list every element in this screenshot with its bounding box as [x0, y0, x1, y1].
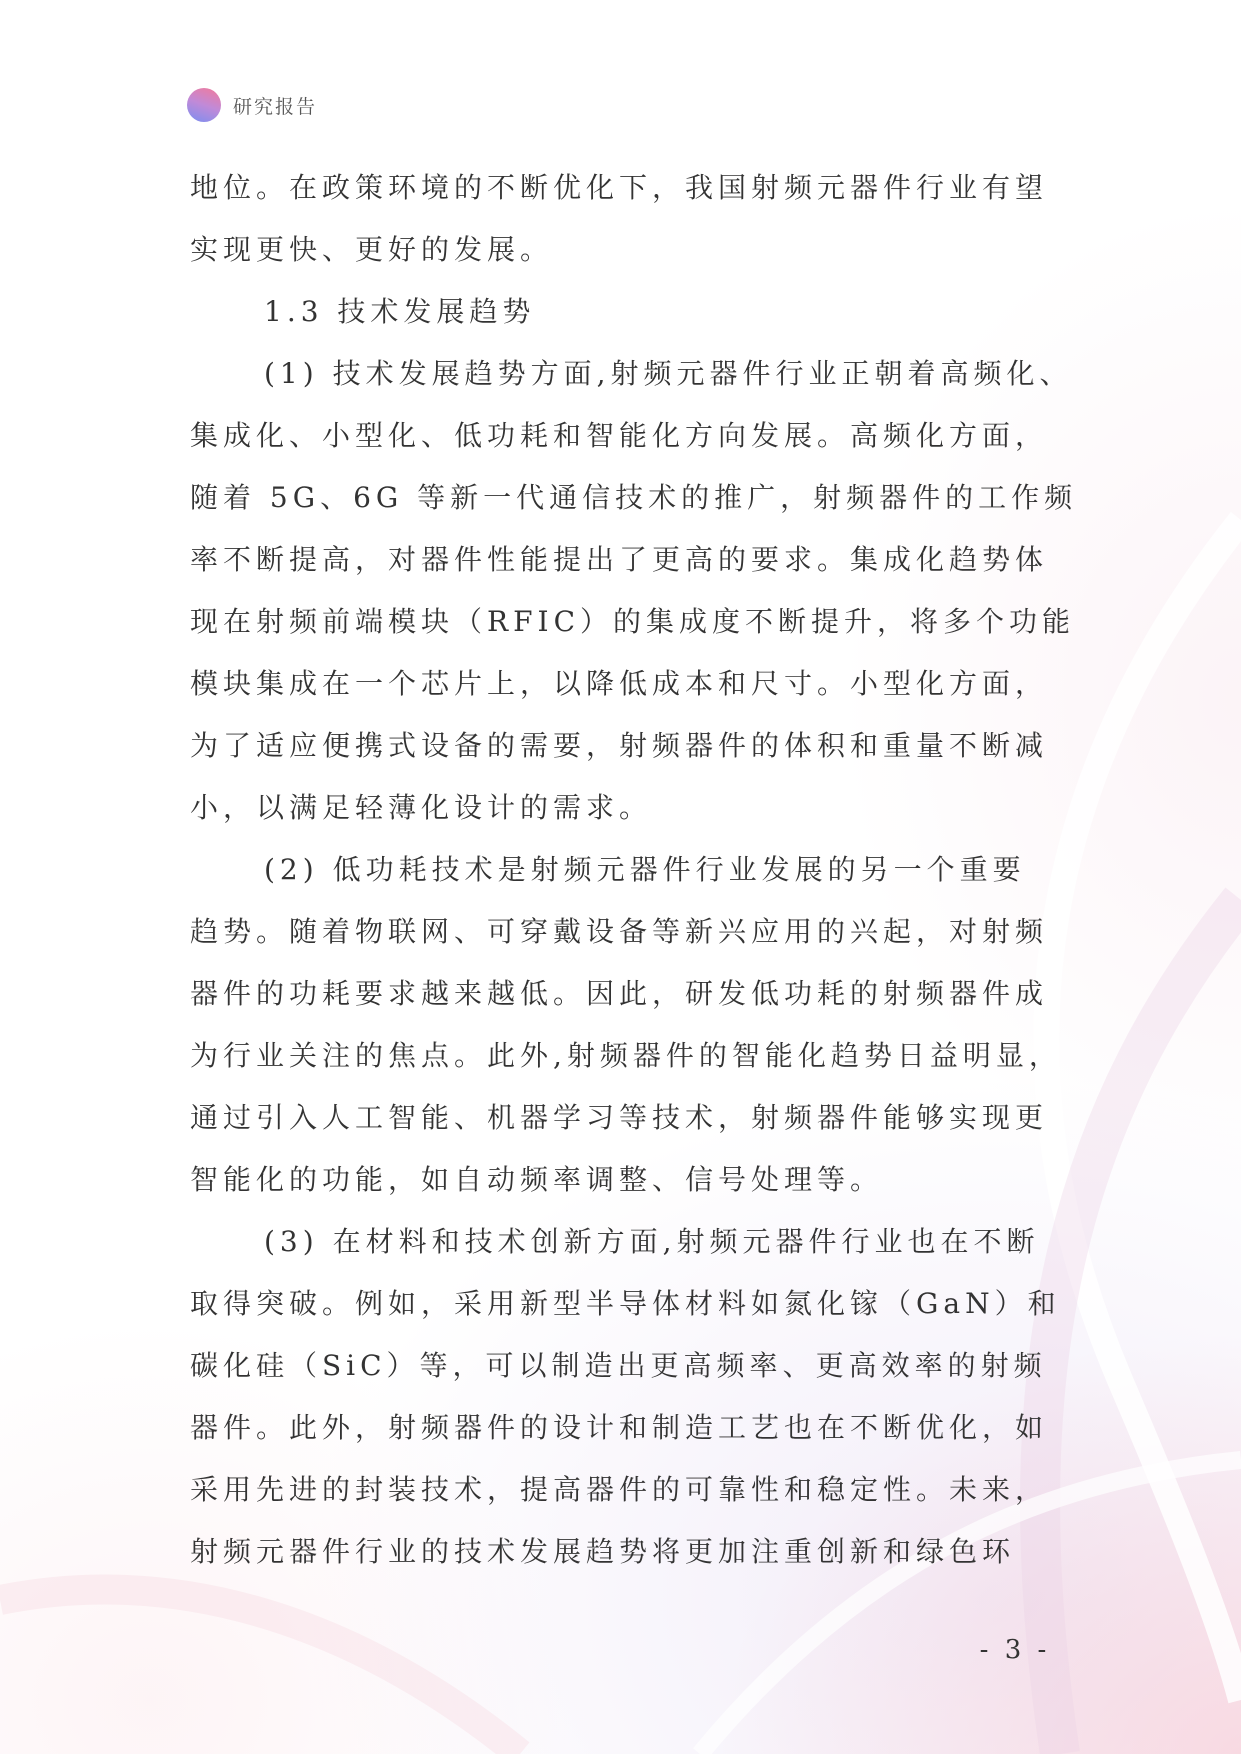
text-line: 器件的功耗要求越来越低。因此，研发低功耗的射频器件成 — [190, 977, 1049, 1010]
paragraph-first-line: (3) 在材料和技术创新方面,射频元器件行业也在不断 — [264, 1225, 1040, 1258]
text-line: 趋势。随着物联网、可穿戴设备等新兴应用的兴起，对射频 — [190, 915, 1049, 948]
text-line: 小，以满足轻薄化设计的需求。 — [190, 791, 653, 824]
text-line: 实现更快、更好的发展。 — [190, 233, 554, 266]
text-line: 器件。此外，射频器件的设计和制造工艺也在不断优化，如 — [190, 1411, 1049, 1444]
text-line: 为行业关注的焦点。此外,射频器件的智能化趋势日益明显， — [190, 1039, 1062, 1072]
text-line: 通过引入人工智能、机器学习等技术，射频器件能够实现更 — [190, 1101, 1049, 1134]
text-line: 地位。在政策环境的不断优化下，我国射频元器件行业有望 — [190, 171, 1049, 204]
section-heading: 1.3 技术发展趋势 — [264, 295, 536, 328]
text-line: 集成化、小型化、低功耗和智能化方向发展。高频化方面， — [190, 419, 1049, 452]
page-number: - 3 - — [979, 1635, 1051, 1665]
text-line: 智能化的功能，如自动频率调整、信号处理等。 — [190, 1163, 884, 1196]
report-header — [187, 88, 317, 122]
text-line: 率不断提高，对器件性能提出了更高的要求。集成化趋势体 — [190, 543, 1049, 576]
text-line: 为了适应便携式设备的需要，射频器件的体积和重量不断减 — [190, 729, 1049, 762]
paragraph-first-line: (2) 低功耗技术是射频元器件行业发展的另一个重要 — [264, 853, 1026, 886]
text-line: 模块集成在一个芯片上，以降低成本和尺寸。小型化方面， — [190, 667, 1049, 700]
gradient-circle-icon — [187, 88, 221, 122]
text-line: 随着 5G、6G 等新一代通信技术的推广，射频器件的工作频 — [190, 481, 1078, 514]
text-line: 现在射频前端模块（RFIC）的集成度不断提升，将多个功能 — [190, 605, 1075, 638]
paragraph-first-line: (1) 技术发展趋势方面,射频元器件行业正朝着高频化、 — [264, 357, 1073, 390]
text-line: 射频元器件行业的技术发展趋势将更加注重创新和绿色环 — [190, 1535, 1016, 1568]
text-line: 采用先进的封装技术，提高器件的可靠性和稳定性。未来， — [190, 1473, 1049, 1506]
body-text — [190, 157, 1150, 1583]
text-line: 碳化硅（SiC）等，可以制造出更高频率、更高效率的射频 — [190, 1349, 1047, 1382]
text-line: 取得突破。例如，采用新型半导体材料如氮化镓（GaN）和 — [190, 1287, 1061, 1320]
header-label: 研究报告 — [233, 95, 318, 118]
